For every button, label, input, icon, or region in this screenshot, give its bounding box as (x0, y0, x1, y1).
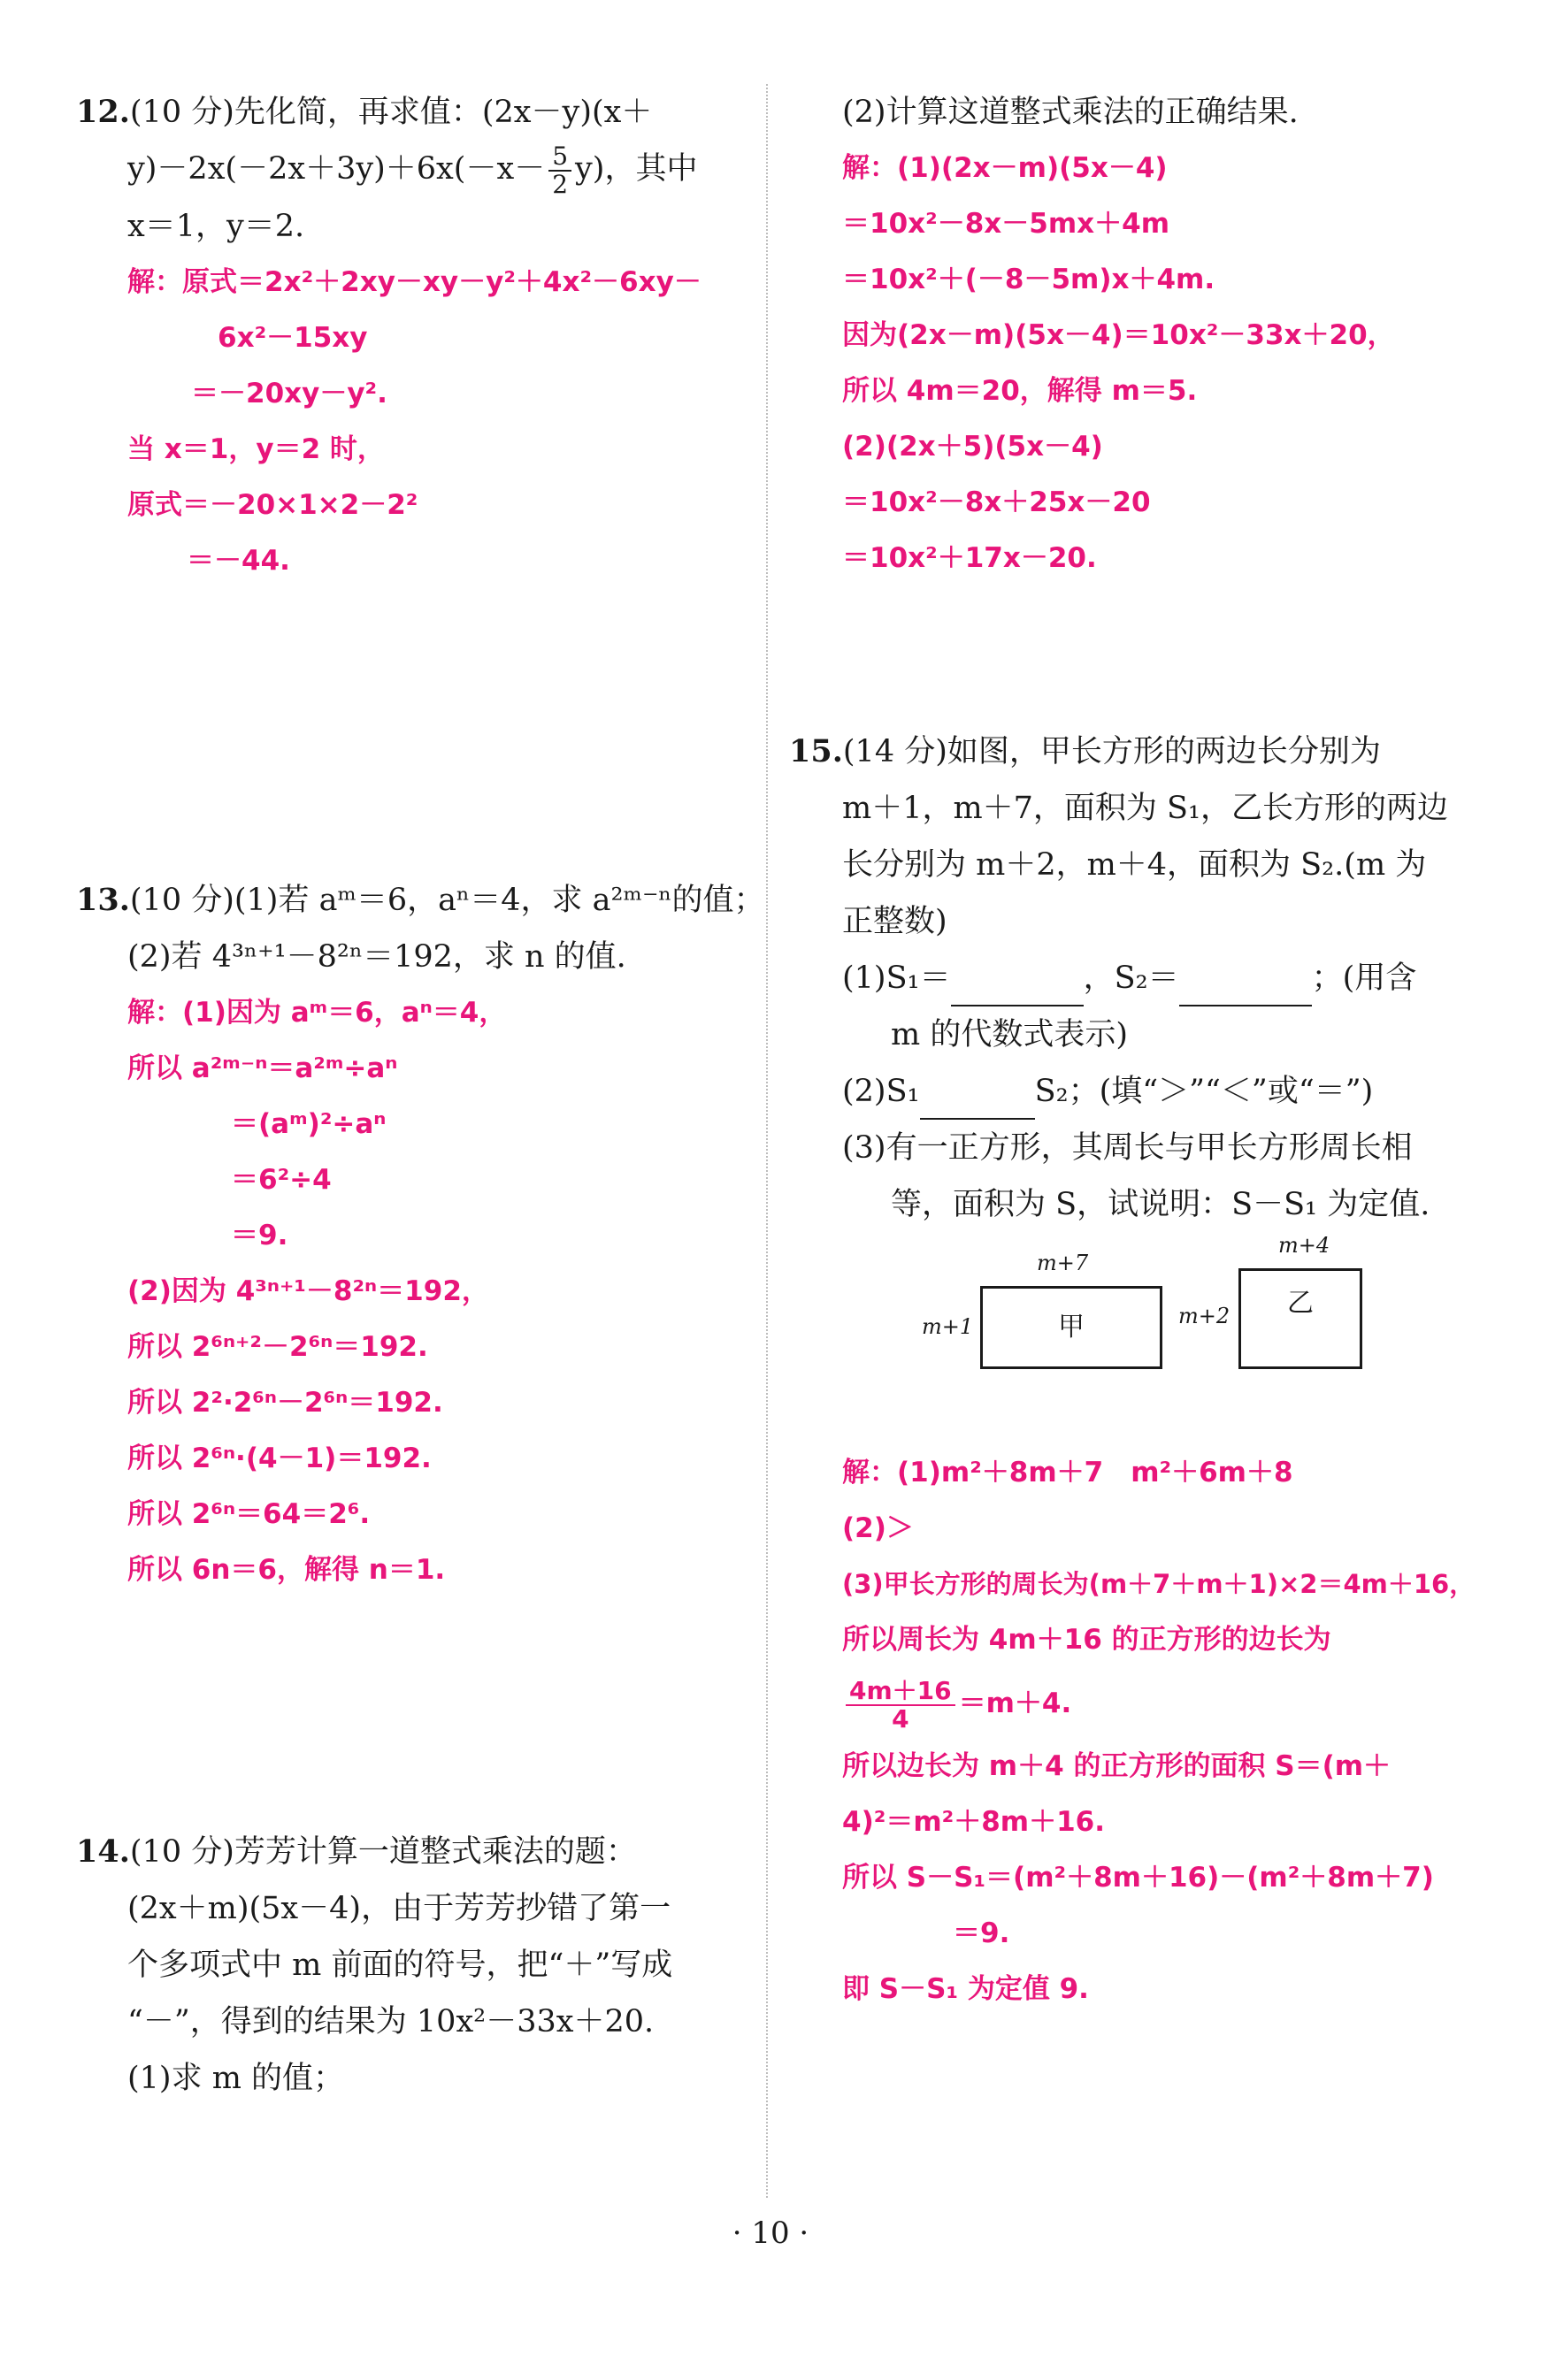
q15-answer-3: (3)甲长方形的周长为(m＋7＋m＋1)×2＝4m＋16， (842, 1569, 1476, 1599)
q15-sub3-line1: (3)有一正方形，其周长与甲长方形周长相 (842, 1130, 1413, 1166)
q15-answer-2: (2)＞ (842, 1512, 914, 1544)
right-column (789, 84, 1476, 2017)
q14-line-4: “－”，得到的结果为 10x²－33x＋20. (127, 2003, 655, 2039)
question-13 (76, 872, 765, 1598)
left-column (76, 84, 765, 2107)
q14-line-3: 个多项式中 m 前面的符号，把“＋”写成 (127, 1947, 673, 1983)
q14-answer-2: ＝10x²－8x－5mx＋4m (842, 208, 1170, 240)
spacer (76, 1598, 748, 1824)
question-12 (76, 84, 748, 589)
rectangles-figure (789, 1233, 1470, 1445)
q15-answer-4: 所以周长为 4m＋16 的正方形的边长为 (842, 1624, 1331, 1656)
jia-top-label: m+7 (1037, 1251, 1089, 1275)
q14-line-6: (2)计算这道整式乘法的正确结果. (842, 95, 1299, 130)
q13-line-2: (2)若 4³ⁿ⁺¹－8²ⁿ＝192，求 n 的值. (127, 938, 626, 975)
q13-answer-2: 所以 a²ᵐ⁻ⁿ＝a²ᵐ÷aⁿ (127, 1052, 398, 1084)
q15-answer-7: 4)²＝m²＋8m＋16. (842, 1806, 1105, 1838)
q15-sub2: (2)S₁ S₂；(填“＞”“＜”或“＝”) (789, 1063, 1470, 1120)
q15-sub3-line2: 等，面积为 S，试说明：S－S₁ 为定值. (891, 1187, 1430, 1222)
q13-answer-8: 所以 2²·2⁶ⁿ－2⁶ⁿ＝192. (127, 1386, 443, 1419)
q14-answer-1: 解：(1)(2x－m)(5x－4) (842, 152, 1168, 184)
jia-side-label: m+1 (922, 1314, 974, 1339)
q14-answer-3: ＝10x²＋(－8－5m)x＋4m. (842, 264, 1215, 295)
fraction-4m16-4: $\frac{4m+16}{4}$ (846, 1678, 955, 1733)
question-14 (76, 1824, 748, 2107)
q12-answer-5: 原式＝－20×1×2－2² (127, 488, 418, 521)
q15-answer-10: 即 S－S₁ 为定值 9. (842, 1973, 1089, 2005)
q14-number: 14. (76, 1833, 130, 1870)
fraction-5-2: $\frac{5}{2}$ (548, 143, 571, 198)
q13-answer-7: 所以 2⁶ⁿ⁺²－2⁶ⁿ＝192. (127, 1330, 428, 1363)
q12-line-3: x＝1，y＝2. (127, 208, 305, 244)
q13-line-1: 13.(10 分)(1)若 aᵐ＝6，aⁿ＝4，求 a²ᵐ⁻ⁿ的值； (76, 881, 765, 918)
spacer (76, 589, 748, 872)
q14-answer-5: 所以 4m＝20，解得 m＝5. (842, 375, 1198, 407)
q12-answer-4: 当 x＝1，y＝2 时， (127, 432, 385, 465)
q12-answer-3: ＝－20xy－y². (191, 377, 387, 409)
q12-number: 12. (76, 94, 130, 130)
q14-answer-4: 因为(2x－m)(5x－4)＝10x²－33x＋20， (842, 319, 1395, 351)
q12-answer-6: ＝－44. (187, 544, 290, 577)
answer-blank-s2[interactable] (1179, 969, 1312, 1006)
q15-answer-1: 解：(1)m²＋8m＋7 m²＋6m＋8 (842, 1457, 1293, 1488)
q12-answer-2: 6x²－15xy (218, 321, 368, 354)
q13-answer-4: ＝6²÷4 (231, 1163, 332, 1196)
q14-line-5: (1)求 m 的值； (127, 2060, 345, 2096)
q15-answer-6: 所以边长为 m＋4 的正方形的面积 S＝(m＋ (842, 1750, 1392, 1782)
q14-line-2: (2x＋m)(5x－4)，由于芳芳抄错了第一 (127, 1890, 671, 1926)
q15-answer-8: 所以 S－S₁＝(m²＋8m＋16)－(m²＋8m＋7) (842, 1862, 1434, 1894)
q15-sub1-note: m 的代数式表示) (891, 1017, 1128, 1052)
q15-line-1: 15.(14 分)如图，甲长方形的两边长分别为 (789, 733, 1381, 769)
q14-answer-6: (2)(2x＋5)(5x－4) (842, 431, 1103, 463)
q15-line-4: 正整数) (842, 904, 947, 939)
q15-sub1: (1)S₁＝ ，S₂＝ ；(用含 (789, 950, 1470, 1006)
answer-blank-compare[interactable] (920, 1083, 1035, 1120)
q15-answer-5: $\frac{4m+16}{4}$ ＝m＋4. (789, 1668, 1470, 1739)
q15-answer-9: ＝9. (953, 1917, 1010, 1949)
q15-line-2: m＋1，m＋7，面积为 S₁，乙长方形的两边 (842, 791, 1449, 826)
q13-answer-3: ＝(aᵐ)²÷aⁿ (231, 1107, 387, 1140)
yi-top-label: m+4 (1278, 1233, 1330, 1258)
q15-number: 15. (789, 733, 843, 769)
q13-number: 13. (76, 881, 130, 918)
spacer (789, 586, 1470, 723)
q14-answer-8: ＝10x²＋17x－20. (842, 542, 1097, 574)
answer-blank-s1[interactable] (951, 969, 1084, 1006)
q13-answer-6: (2)因为 4³ⁿ⁺¹－8²ⁿ＝192， (127, 1274, 489, 1307)
rectangle-jia: 甲 (980, 1286, 1162, 1369)
q12-line-1: 12.(10 分)先化简，再求值：(2x－y)(x＋ (76, 94, 653, 130)
q14-answer-7: ＝10x²－8x＋25x－20 (842, 486, 1151, 518)
q12-answer-1: 解：原式＝2x²＋2xy－xy－y²＋4x²－6xy－ (127, 265, 702, 298)
q13-answer-10: 所以 2⁶ⁿ＝64＝2⁶. (127, 1497, 371, 1530)
yi-side-label: m+2 (1178, 1304, 1230, 1328)
q12-line-2: y)－2x(－2x＋3y)＋6x(－x－ $\frac{5}{2}$ y)，其中 (127, 141, 698, 199)
question-15 (789, 723, 1476, 2017)
q13-answer-9: 所以 2⁶ⁿ·(4－1)＝192. (127, 1442, 432, 1474)
rectangle-yi: 乙 (1238, 1268, 1362, 1369)
page-number: · 10 · (732, 2215, 809, 2251)
q15-line-3: 长分别为 m＋2，m＋4，面积为 S₂.(m 为 (842, 847, 1427, 883)
q14-line-1: 14.(10 分)芳芳计算一道整式乘法的题： (76, 1833, 637, 1870)
q13-answer-11: 所以 6n＝6，解得 n＝1. (127, 1553, 446, 1586)
question-14-continued (789, 84, 1470, 586)
q13-answer-5: ＝9. (231, 1219, 288, 1251)
column-divider (766, 84, 768, 2198)
q13-answer-1: 解：(1)因为 aᵐ＝6，aⁿ＝4， (127, 996, 507, 1029)
